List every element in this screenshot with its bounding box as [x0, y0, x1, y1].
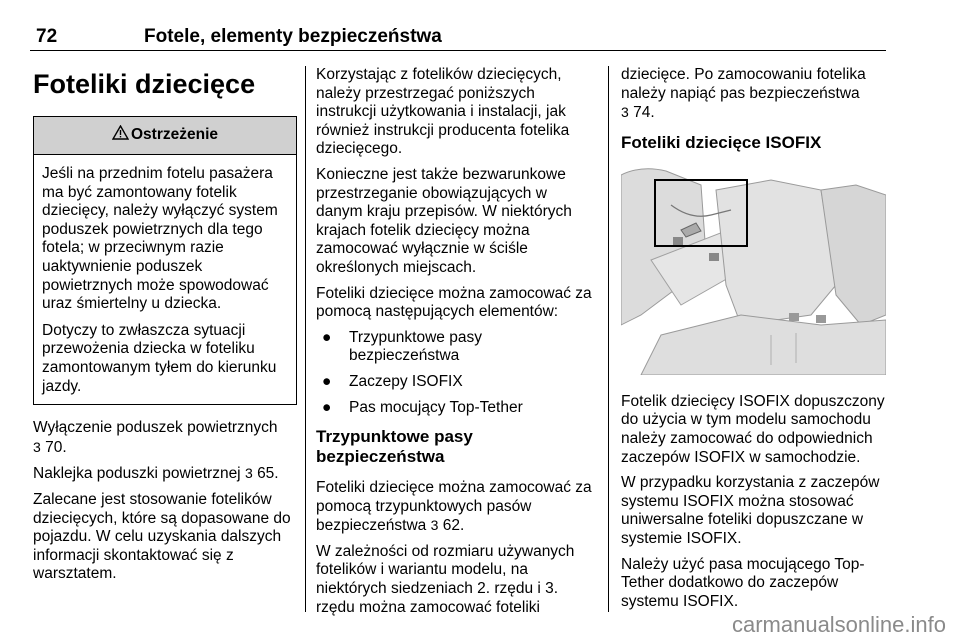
- list-item: [316, 399, 596, 418]
- paragraph-text: Wyłączenie poduszek powietrznych: [33, 419, 278, 437]
- paragraph: Konieczne jest także bezwarunkowe przestrzeganie obowiązujących w danym kraju przepisów. W niektórych krajach fotelik dziecięcy można zamocować wyłącznie w ściśle określonych miejscach.: [316, 165, 572, 276]
- page-reference[interactable]: 65.: [257, 465, 279, 483]
- column-1: [33, 66, 299, 591]
- column-divider-2: [608, 66, 609, 612]
- list-item: [316, 329, 596, 366]
- paragraph: Foteliki dziecięce można zamocować za pomocą następujących elementów:: [316, 284, 592, 321]
- watermark: carmanualsonline.info: [731, 612, 946, 637]
- paragraph: Fotelik dziecięcy ISOFIX dopuszczony do użycia w tym modelu samochodu należy zamocować do odpowiednich zaczepów ISOFIX w samochodzie.: [621, 392, 885, 466]
- column-divider-1: [305, 66, 306, 612]
- section-title: Foteliki dziecięce: [33, 69, 256, 99]
- warning-heading: Ostrzeżenie: [130, 126, 218, 144]
- paragraph: [33, 464, 299, 484]
- list-item-text: Zaczepy ISOFIX: [349, 372, 463, 390]
- list-item-text: Pas mocujący Top-Tether: [349, 398, 523, 416]
- chapter-title: Fotele, elementy bezpieczeństwa: [144, 26, 442, 47]
- bullet-icon: ●: [322, 398, 332, 416]
- list-item-text: Trzypunktowe pasy bezpieczeństwa: [349, 328, 482, 365]
- page-reference[interactable]: 70.: [45, 438, 67, 456]
- paragraph-text: Naklejka poduszki powietrznej: [33, 465, 241, 483]
- list-item: [316, 373, 596, 392]
- reference-arrow-icon: 3: [430, 517, 439, 534]
- page-number: 72: [36, 26, 58, 47]
- warning-paragraph: Jeśli na przednim fotelu pasażera ma być zamontowany fotelik dziecięcy, należy wyłączyć system poduszek powietrznych dla tego fotela; w przeciwnym razie uaktywnienie poduszek powietrznych może spowodować uraz śmiertelny u dziecka.: [42, 165, 278, 313]
- column-3: [621, 66, 891, 618]
- page-header: [30, 26, 930, 50]
- paragraph: W przypadku korzystania z zaczepów systemu ISOFIX można stosować uniwersalne foteliki dopuszczane w systemie ISOFIX.: [621, 474, 880, 547]
- paragraph-text: dziecięce. Po zamocowaniu fotelika należy napiąć pas bezpieczeństwa: [621, 66, 866, 102]
- isofix-seat-illustration: [621, 165, 886, 375]
- paragraph: Korzystając z fotelików dziecięcych, należy przestrzegać poniższych instrukcji użytkowania i instalacji, jak również instrukcji producenta fotelika dziecięcego.: [316, 66, 570, 158]
- paragraph: Należy użyć pasa mocującego Top-Tether dodatkowo do zaczepów systemu ISOFIX.: [621, 555, 865, 610]
- page-reference[interactable]: 62.: [442, 517, 465, 535]
- paragraph: [621, 66, 891, 123]
- column-2: [316, 66, 596, 624]
- bullet-icon: ●: [322, 328, 332, 346]
- reference-arrow-icon: 3: [621, 104, 629, 121]
- warning-body: [34, 155, 296, 404]
- warning-header: [34, 117, 296, 155]
- page-reference[interactable]: 74.: [633, 104, 655, 122]
- bullet-icon: ●: [322, 372, 332, 390]
- paragraph: [33, 419, 299, 457]
- paragraph: [316, 479, 596, 536]
- header-rule: [30, 50, 886, 51]
- paragraph: W zależności od rozmiaru używanych fotelików i wariantu modelu, na niektórych siedzeniach 2. rzędu i 3. rzędu można zamocować foteliki: [316, 542, 575, 616]
- paragraph-text: Foteliki dziecięce można zamocować za pomocą trzypunktowych pasów bezpieczeństwa: [316, 479, 592, 535]
- reference-arrow-icon: 3: [244, 465, 253, 482]
- subheading: Foteliki dziecięce ISOFIX: [621, 132, 822, 152]
- paragraph: Zalecane jest stosowanie fotelików dziecięcych, które są dopasowane do pojazdu. W celu uzyskania dalszych informacji skontaktować się z warsztatem.: [33, 490, 291, 583]
- subheading: Trzypunktowe pasy bezpieczeństwa: [316, 427, 473, 467]
- bullet-list: [316, 329, 596, 417]
- warning-triangle-icon: [112, 125, 129, 146]
- reference-arrow-icon: 3: [33, 438, 41, 455]
- warning-box: [33, 116, 297, 405]
- warning-paragraph: Dotyczy to zwłaszcza sytuacji przewożenia dziecka w foteliku zamontowanym tyłem do kierunku jazdy.: [42, 321, 277, 395]
